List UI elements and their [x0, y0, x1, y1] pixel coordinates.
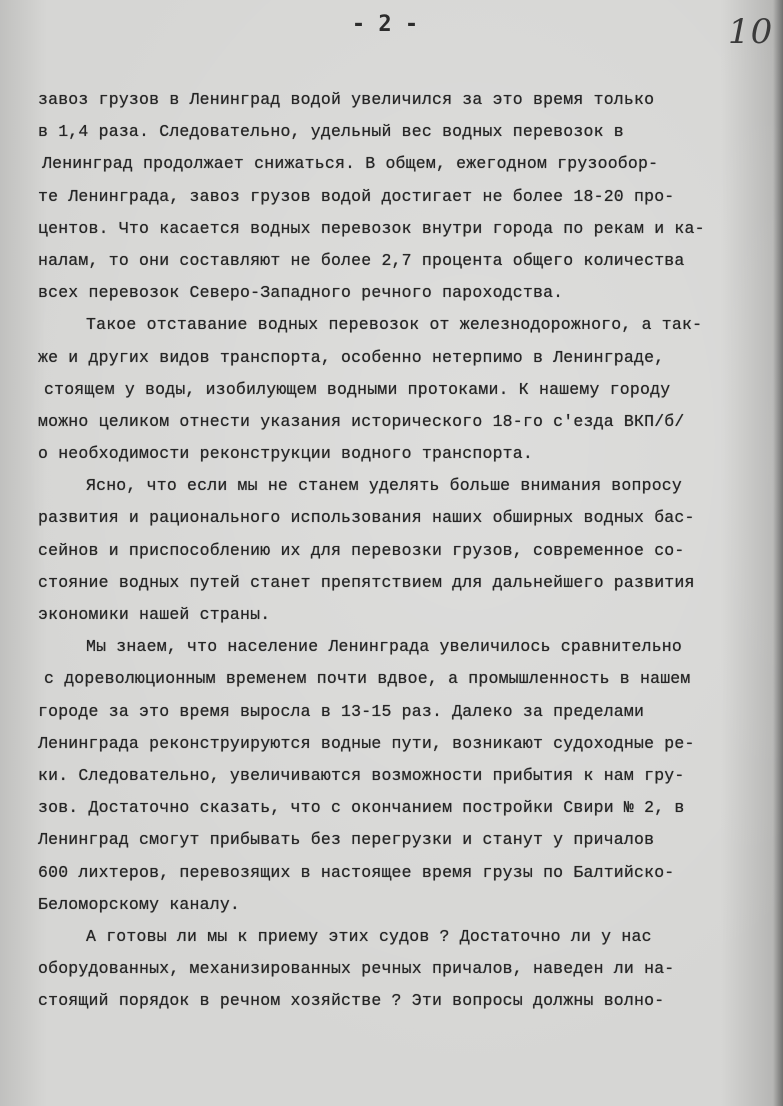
text-line: центов. Что касается водных перевозок внутри города по рекам и ка- — [38, 218, 705, 238]
text-line: Мы знаем, что население Ленинграда увеличилось сравнительно — [86, 637, 682, 657]
text-line: же и других видов транспорта, особенно нетерпимо в Ленинграде, — [38, 347, 665, 367]
text-line: стоящем у воды, изобилующем водными протоками. К нашему городу — [44, 379, 671, 399]
text-line: можно целиком отнести указания исторического 18-го с'езда ВКП/б/ — [38, 411, 685, 431]
text-line: Ленинград смогут прибывать без перегрузки и станут у причалов — [38, 830, 655, 850]
text-line: зов. Достаточно сказать, что с окончанием постройки Свири № 2, в — [38, 798, 685, 818]
text-line: стоящий порядок в речном хозяйстве ? Эти вопросы должны волно- — [38, 991, 665, 1011]
text-line: экономики нашей страны. — [38, 605, 271, 624]
text-line: 600 лихтеров, перевозящих в настоящее время грузы по Балтийско- — [38, 862, 675, 882]
text-line: Ленинград продолжает снижаться. В общем, ежегодном грузообор- — [42, 154, 659, 174]
text-line: о необходимости реконструкции водного транспорта. — [38, 444, 533, 464]
text-line: Ясно, что если мы не станем уделять больше внимания вопросу — [86, 476, 682, 496]
text-line: те Ленинграда, завоз грузов водой достигает не более 18-20 про- — [38, 186, 675, 206]
text-line: в 1,4 раза. Следовательно, удельный вес водных перевозок в — [38, 122, 624, 142]
handwritten-folio-number: 10 — [728, 12, 774, 52]
text-line: ки. Следовательно, увеличиваются возможности прибытия к нам гру- — [38, 765, 685, 785]
text-line: стояние водных путей станет препятствием для дальнейшего развития — [38, 572, 695, 592]
text-line: Ленинграда реконструируются водные пути, возникают судоходные ре- — [38, 733, 695, 753]
text-line: всех перевозок Северо-Западного речного пароходства. — [38, 283, 564, 303]
typewritten-body — [24, 84, 783, 1017]
text-line: оборудованных, механизированных речных причалов, наведен ли на- — [38, 959, 675, 979]
page-number: - 2 - — [351, 12, 419, 37]
text-line: Беломорскому каналу. — [38, 894, 241, 914]
text-line: с дореволюционным временем почти вдвое, а промышленность в нашем — [44, 669, 691, 689]
text-line: завоз грузов в Ленинград водой увеличился за это время только — [38, 90, 655, 109]
text-line: налам, то они составляют не более 2,7 процента общего количества — [38, 250, 685, 270]
text-line: Такое отставание водных перевозок от железнодорожного, а так- — [86, 315, 703, 335]
text-line: городе за это время выросла в 13-15 раз. Далеко за пределами — [38, 701, 645, 721]
text-line: развития и рационального использования наших обширных водных бас- — [38, 508, 695, 528]
text-line: сейнов и приспособлению их для перевозки грузов, современное со- — [38, 540, 685, 560]
text-line: А готовы ли мы к приему этих судов ? Достаточно ли у нас — [86, 926, 652, 946]
